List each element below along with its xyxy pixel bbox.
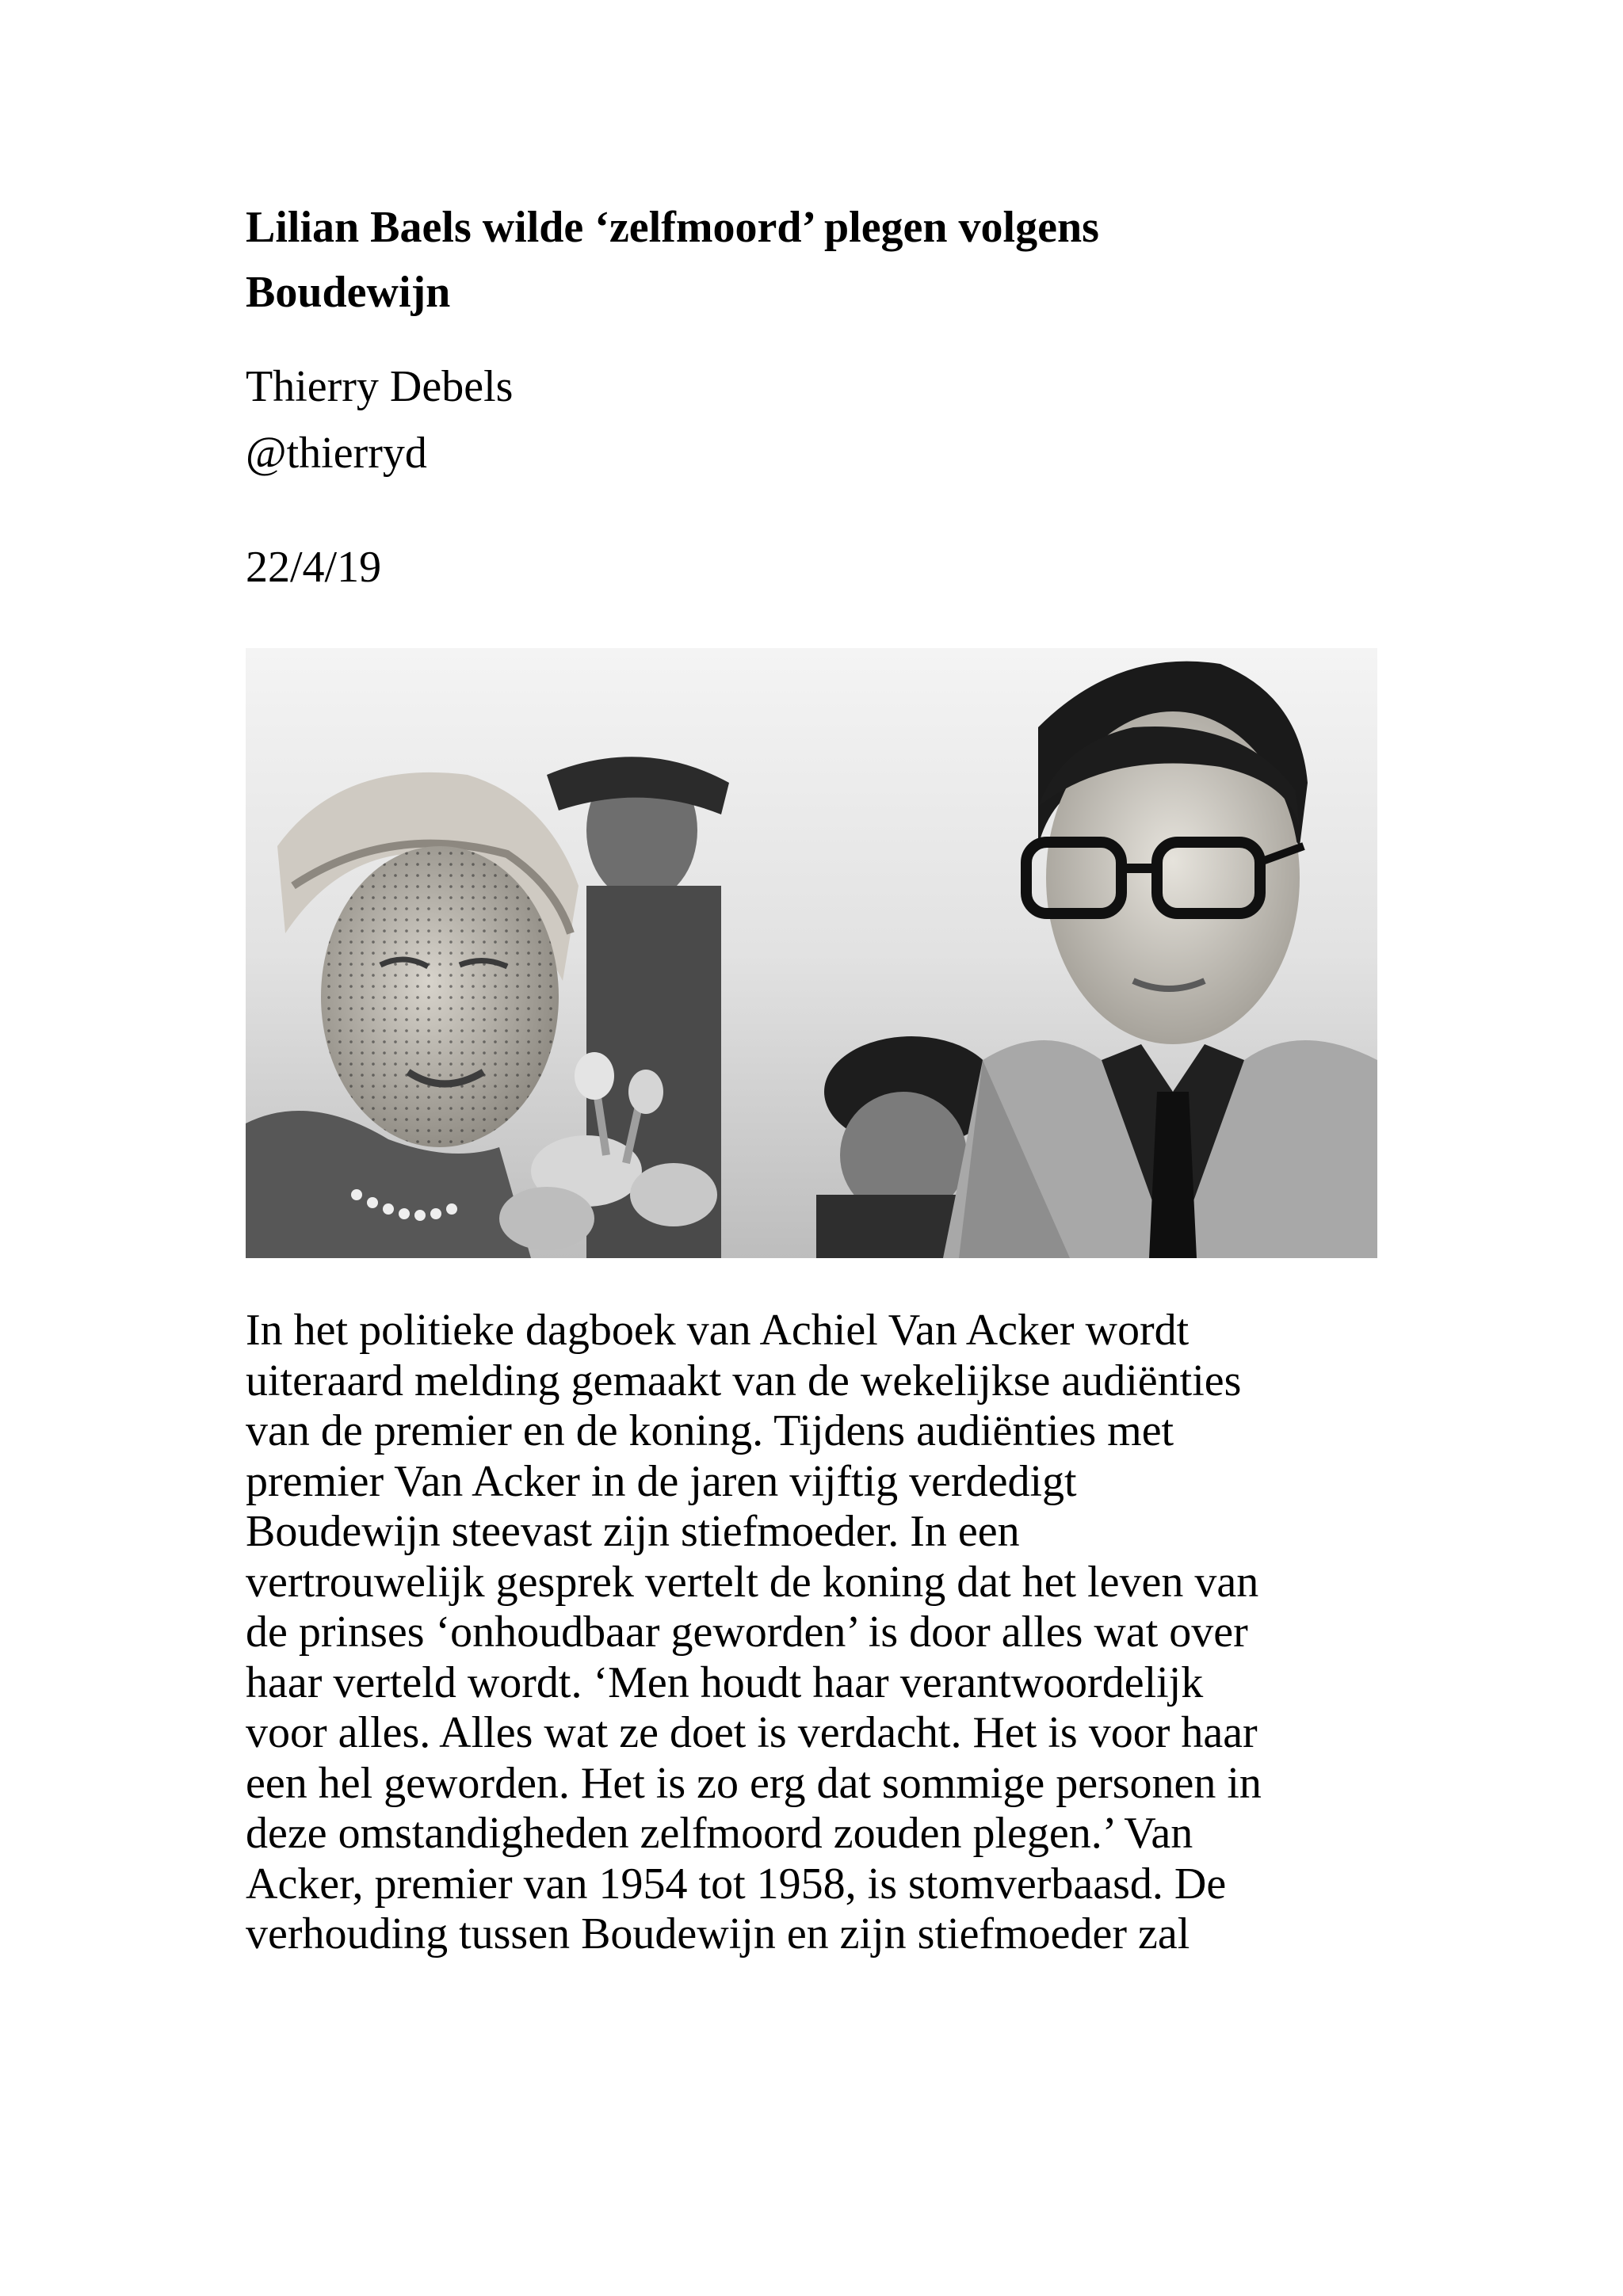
body-line: uiteraard melding gemaakt van de wekelijkse audiënties [246, 1356, 1242, 1405]
article-title [246, 195, 1371, 325]
article-title-line: Lilian Baels wilde ‘zelfmoord’ plegen volgens [246, 203, 1099, 252]
body-line: verhouding tussen Boudewijn en zijn stiefmoeder zal [246, 1909, 1190, 1958]
body-line: premier Van Acker in de jaren vijftig verdedigt [246, 1456, 1077, 1506]
article-body [246, 1306, 1387, 1960]
body-line: haar verteld wordt. ‘Men houdt haar verantwoordelijk [246, 1657, 1204, 1707]
body-line: een hel geworden. Het is zo erg dat sommige personen in [246, 1758, 1262, 1808]
body-line: Acker, premier van 1954 tot 1958, is stomverbaasd. De [246, 1859, 1227, 1909]
article-title-line: Boudewijn [246, 268, 451, 317]
body-line: voor alles. Alles wat ze doet is verdacht. Het is voor haar [246, 1708, 1258, 1757]
body-line: vertrouwelijk gesprek vertelt de koning dat het leven van [246, 1557, 1259, 1607]
publication-date: 22/4/19 [246, 543, 382, 592]
body-line: de prinses ‘onhoudbaar geworden’ is door alles wat over [246, 1608, 1248, 1657]
body-line: deze omstandigheden zelfmoord zouden plegen.’ Van [246, 1809, 1193, 1858]
author-handle: @thierryd [246, 429, 427, 478]
author-name: Thierry Debels [246, 362, 514, 411]
body-line: In het politieke dagboek van Achiel Van Acker wordt [246, 1306, 1190, 1355]
body-line: van de premier en de koning. Tijdens audiënties met [246, 1406, 1174, 1455]
body-line: Boudewijn steevast zijn stiefmoeder. In een [246, 1507, 1020, 1556]
article-photo [246, 648, 1377, 1258]
